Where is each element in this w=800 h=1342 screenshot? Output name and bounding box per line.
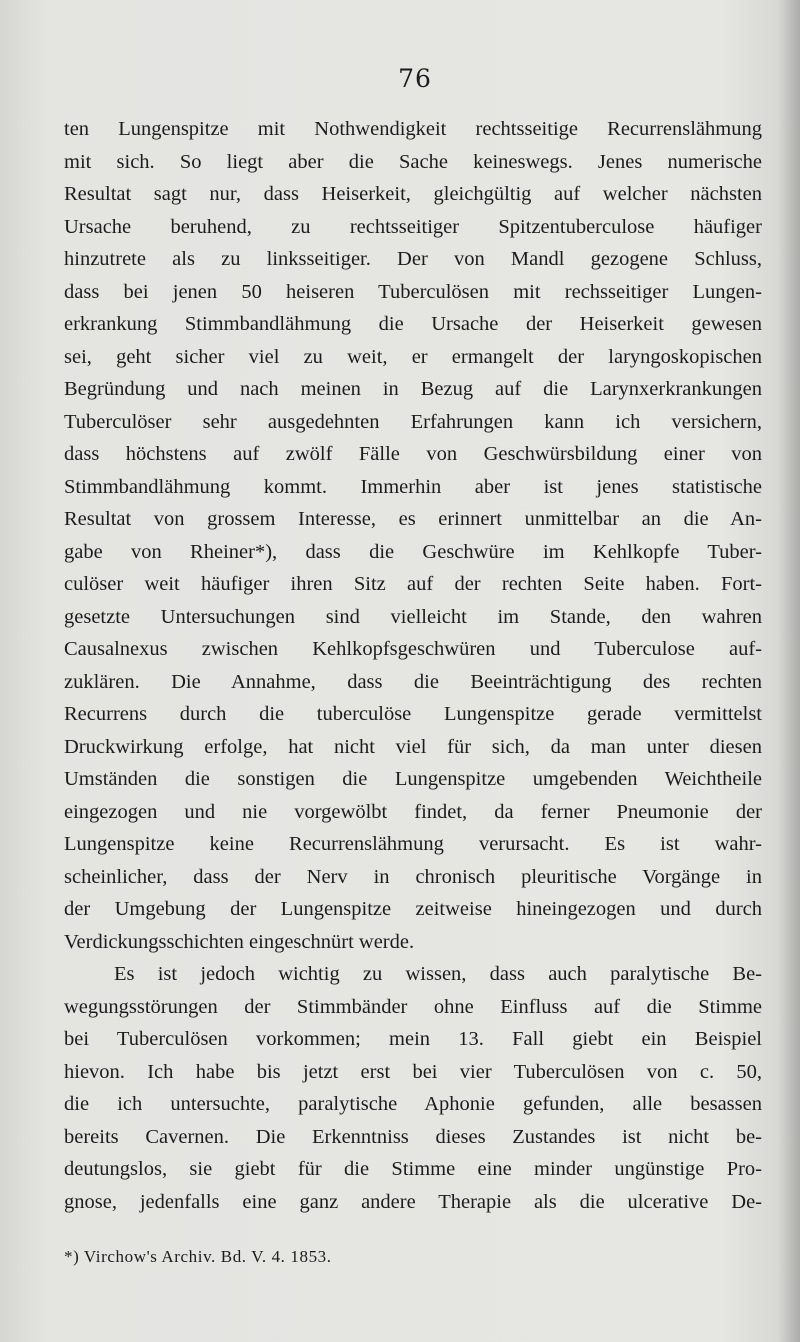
text-line: ten Lungenspitze mit Nothwendigkeit rechtsseitige Recurrenslähmung — [64, 118, 762, 140]
text-line: mit sich. So liegt aber die Sache keineswegs. Jenes numerische — [64, 150, 762, 173]
body-text — [64, 113, 762, 1218]
text-line: scheinlicher, dass der Nerv in chronisch pleuritische Vorgänge in — [64, 865, 762, 888]
text-line: sei, geht sicher viel zu weit, er ermangelt der laryngoskopischen — [64, 345, 762, 368]
text-line: die ich untersuchte, paralytische Aphonie gefunden, alle besassen — [64, 1093, 762, 1115]
text-line: Tuberculöser sehr ausgedehnten Erfahrungen kann ich versichern, — [64, 410, 762, 433]
footnote: *) Virchow's Archiv. Bd. V. 4. 1853. — [64, 1247, 332, 1266]
text-line: Causalnexus zwischen Kehlkopfsgeschwüren und Tuberculose auf- — [64, 638, 762, 660]
text-line: gabe von Rheiner*), dass die Geschwüre im Kehlkopfe Tuber- — [64, 540, 762, 563]
text-line: culöser weit häufiger ihren Sitz auf der rechten Seite haben. Fort- — [64, 573, 762, 595]
text-line: Ursache beruhend, zu rechtsseitiger Spitzentuberculose häufiger — [64, 215, 762, 238]
text-line: Lungenspitze keine Recurrenslähmung verursacht. Es ist wahr- — [64, 833, 762, 855]
text-line: gnose, jedenfalls eine ganz andere Therapie als die ulcerative De- — [64, 1190, 762, 1213]
text-line: erkrankung Stimmbandlähmung die Ursache der Heiserkeit gewesen — [64, 313, 762, 335]
text-line: Recurrens durch die tuberculöse Lungenspitze gerade vermittelst — [64, 703, 762, 725]
paragraph-first-line: Es ist jedoch wichtig zu wissen, dass auch paralytische Be- — [114, 963, 762, 985]
text-line: Stimmbandlähmung kommt. Immerhin aber ist jenes statistische — [64, 475, 762, 498]
text-line: wegungsstörungen der Stimmbänder ohne Einfluss auf die Stimme — [64, 995, 762, 1018]
text-line: der Umgebung der Lungenspitze zeitweise hineingezogen und durch — [64, 898, 762, 920]
text-line: deutungslos, sie giebt für die Stimme eine minder ungünstige Pro- — [64, 1158, 762, 1180]
text-line: zuklären. Die Annahme, dass die Beeinträchtigung des rechten — [64, 670, 762, 693]
text-line: bereits Cavernen. Die Erkenntniss dieses Zustandes ist nicht be- — [64, 1125, 762, 1148]
text-line: Resultat von grossem Interesse, es erinnert unmittelbar an die An- — [64, 508, 762, 530]
text-line: dass bei jenen 50 heiseren Tuberculösen mit rechsseitiger Lungen- — [64, 280, 762, 303]
text-line: dass höchstens auf zwölf Fälle von Geschwürsbildung einer von — [64, 443, 762, 465]
page-number: 76 — [398, 64, 432, 93]
text-line: bei Tuberculösen vorkommen; mein 13. Fall giebt ein Beispiel — [64, 1028, 762, 1050]
text-line: hievon. Ich habe bis jetzt erst bei vier Tuberculösen von c. 50, — [64, 1060, 762, 1083]
text-line: Umständen die sonstigen die Lungenspitze umgebenden Weichtheile — [64, 768, 762, 790]
text-line: hinzutrete als zu linksseitiger. Der von Mandl gezogene Schluss, — [64, 248, 762, 270]
text-line: Resultat sagt nur, dass Heiserkeit, gleichgültig auf welcher nächsten — [64, 183, 762, 205]
text-line: eingezogen und nie vorgewölbt findet, da ferner Pneumonie der — [64, 800, 762, 823]
text-line: gesetzte Untersuchungen sind vielleicht im Stande, den wahren — [64, 605, 762, 628]
page-edge-shadow — [778, 0, 800, 1342]
text-line: Druckwirkung erfolge, hat nicht viel für sich, da man unter diesen — [64, 735, 762, 758]
text-line: Verdickungsschichten eingeschnürt werde. — [64, 930, 415, 953]
text-line: Begründung und nach meinen in Bezug auf die Larynxerkrankungen — [64, 378, 762, 400]
